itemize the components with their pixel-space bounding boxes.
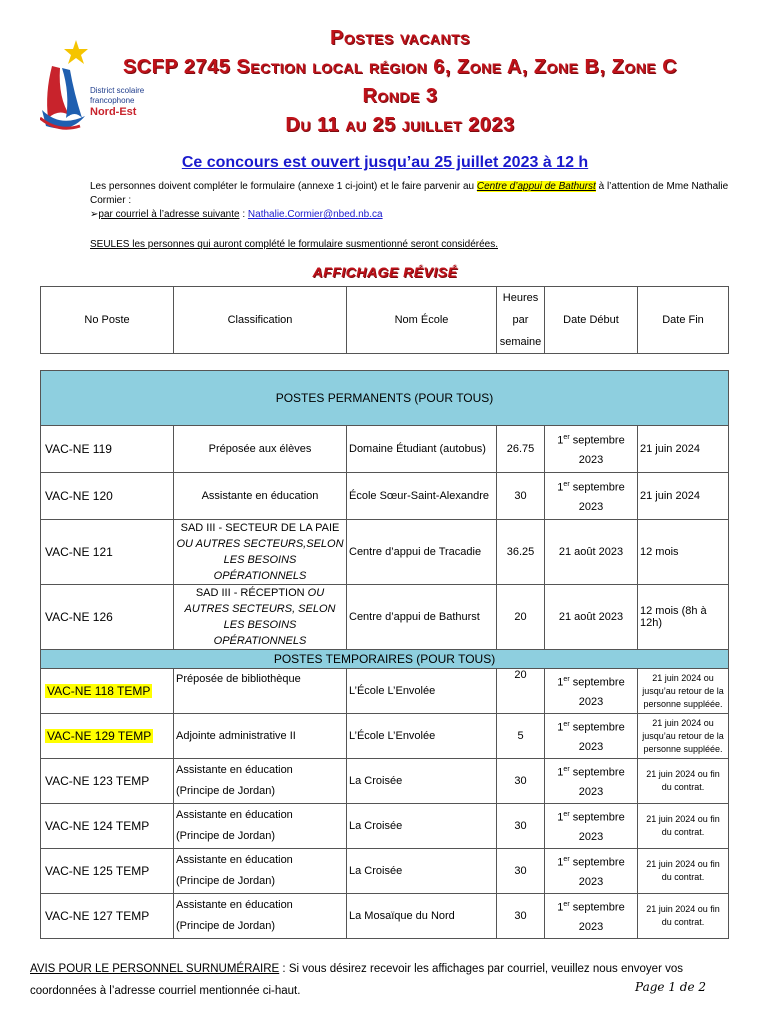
footer-notice: AVIS POUR LE PERSONNEL SURNUMÉRAIRE : Si vous désirez recevoir les affichages par courriel, veuillez nous envoyer vos coordonnées à l’adresse courriel mentionnée ci-haut. — [30, 963, 683, 997]
header-classification: Classification — [174, 287, 347, 354]
hours-per-week: 30 — [497, 894, 545, 939]
table-row — [41, 473, 729, 520]
revised-posting-label: AFFICHAGE RÉVISÉ — [312, 264, 458, 280]
contest-deadline: Ce concours est ouvert jusqu’au 25 juillet 2023 à 12 h — [181, 154, 589, 171]
school-name: École Sœur-Saint-Alexandre — [347, 473, 497, 520]
email-link[interactable]: Nathalie.Cormier@nbed.nb.ca — [247, 209, 383, 220]
hours-per-week: 20 — [497, 669, 545, 714]
position-number: VAC-NE 118 TEMP — [41, 669, 174, 714]
hours-per-week: 20 — [497, 585, 545, 650]
end-date: 21 juin 2024 ou jusqu’au retour de la personne suppléée. — [638, 714, 729, 759]
table-row — [41, 426, 729, 473]
title-line-1: Postes vacants — [330, 27, 470, 49]
positions-table — [40, 370, 729, 939]
section-temporary: POSTES TEMPORAIRES (POUR TOUS) — [41, 650, 729, 669]
section-permanent: POSTES PERMANENTS (POUR TOUS) — [41, 371, 729, 426]
start-date: 21 août 2023 — [545, 520, 638, 585]
start-date: 21 août 2023 — [545, 585, 638, 650]
position-number: VAC-NE 124 TEMP — [41, 804, 174, 849]
school-name: Domaine Étudiant (autobus) — [347, 426, 497, 473]
end-date: 21 juin 2024 ou jusqu’au retour de la personne suppléée. — [638, 669, 729, 714]
start-date: 1er septembre 2023 — [545, 894, 638, 939]
page-title — [120, 24, 680, 140]
title-line-4: Du 11 au 25 juillet 2023 — [285, 114, 515, 136]
school-name: L’École L’Envolée — [347, 714, 497, 759]
hours-per-week: 30 — [497, 804, 545, 849]
start-date: 1er septembre 2023 — [545, 669, 638, 714]
hours-per-week: 5 — [497, 714, 545, 759]
position-number: VAC-NE 127 TEMP — [41, 894, 174, 939]
end-date: 21 juin 2024 ou fin du contrat. — [638, 894, 729, 939]
classification: Adjointe administrative II — [174, 714, 347, 759]
school-name: La Croisée — [347, 849, 497, 894]
header-hours: Heures par semaine — [497, 287, 545, 354]
bathurst-highlight: Centre d’appui de Bathurst — [476, 181, 596, 192]
classification: Assistante en éducation (Principe de Jordan) — [174, 894, 347, 939]
classification: Assistante en éducation — [174, 473, 347, 520]
classification: Préposée de bibliothèque — [174, 669, 347, 714]
classification: SAD III - SECTEUR DE LA PAIE OU AUTRES SECTEURS,SELON LES BESOINS OPÉRATIONNELS — [174, 520, 347, 585]
school-name: Centre d’appui de Tracadie — [347, 520, 497, 585]
position-number: VAC-NE 123 TEMP — [41, 759, 174, 804]
page-number: Page 1 de 2 — [635, 980, 706, 994]
classification: SAD III - RÉCEPTION OU AUTRES SECTEURS, SELON LES BESOINS OPÉRATIONNELS — [174, 585, 347, 650]
email-instruction: ➢par courriel à l’adresse suivante : Nathalie.Cormier@nbed.nb.ca — [90, 209, 383, 220]
position-number: VAC-NE 129 TEMP — [41, 714, 174, 759]
classification: Assistante en éducation (Principe de Jordan) — [174, 759, 347, 804]
end-date: 21 juin 2024 ou fin du contrat. — [638, 759, 729, 804]
header-end: Date Fin — [638, 287, 729, 354]
table-row — [41, 804, 729, 849]
position-number: VAC-NE 126 — [41, 585, 174, 650]
classification: Assistante en éducation (Principe de Jordan) — [174, 849, 347, 894]
school-name: La Mosaïque du Nord — [347, 894, 497, 939]
end-date: 12 mois (8h à 12h) — [638, 585, 729, 650]
hours-per-week: 30 — [497, 759, 545, 804]
hours-per-week: 26.75 — [497, 426, 545, 473]
hours-per-week: 30 — [497, 473, 545, 520]
end-date: 21 juin 2024 — [638, 426, 729, 473]
school-name: La Croisée — [347, 759, 497, 804]
end-date: 21 juin 2024 ou fin du contrat. — [638, 804, 729, 849]
title-line-2: SCFP 2745 Section local région 6, Zone A, Zone B, Zone C — [122, 56, 678, 78]
header-school: Nom École — [347, 287, 497, 354]
position-number: VAC-NE 119 — [41, 426, 174, 473]
end-date: 21 juin 2024 — [638, 473, 729, 520]
end-date: 12 mois — [638, 520, 729, 585]
table-row — [41, 585, 729, 650]
school-name: Centre d’appui de Bathurst — [347, 585, 497, 650]
start-date: 1er septembre 2023 — [545, 759, 638, 804]
hours-per-week: 30 — [497, 849, 545, 894]
classification: Assistante en éducation (Principe de Jordan) — [174, 804, 347, 849]
table-row — [41, 714, 729, 759]
start-date: 1er septembre 2023 — [545, 426, 638, 473]
header-table — [40, 286, 729, 354]
school-name: La Croisée — [347, 804, 497, 849]
header-no: No Poste — [41, 287, 174, 354]
district-logo-text: District scolaire francophone Nord-Est — [90, 86, 145, 118]
header-start: Date Début — [545, 287, 638, 354]
table-row — [41, 520, 729, 585]
start-date: 1er septembre 2023 — [545, 473, 638, 520]
school-name: L’École L’Envolée — [347, 669, 497, 714]
instructions: Les personnes doivent compléter le formulaire (annexe 1 ci-joint) et le faire parvenir au Centre d’appui de Bathurst à l’attention de Mme Nathalie Cormier : — [90, 181, 729, 206]
start-date: 1er septembre 2023 — [545, 714, 638, 759]
eligibility-notice: SEULES les personnes qui auront complété le formulaire susmentionné seront considérées. — [90, 239, 498, 250]
table-row — [41, 669, 729, 714]
start-date: 1er septembre 2023 — [545, 849, 638, 894]
table-row — [41, 849, 729, 894]
position-number: VAC-NE 125 TEMP — [41, 849, 174, 894]
start-date: 1er septembre 2023 — [545, 804, 638, 849]
position-number: VAC-NE 120 — [41, 473, 174, 520]
table-row — [41, 894, 729, 939]
classification: Préposée aux élèves — [174, 426, 347, 473]
title-line-3: Ronde 3 — [362, 85, 438, 107]
position-number: VAC-NE 121 — [41, 520, 174, 585]
arrow-bullet-icon: ➢ — [90, 209, 99, 220]
hours-per-week: 36.25 — [497, 520, 545, 585]
table-row — [41, 759, 729, 804]
end-date: 21 juin 2024 ou fin du contrat. — [638, 849, 729, 894]
